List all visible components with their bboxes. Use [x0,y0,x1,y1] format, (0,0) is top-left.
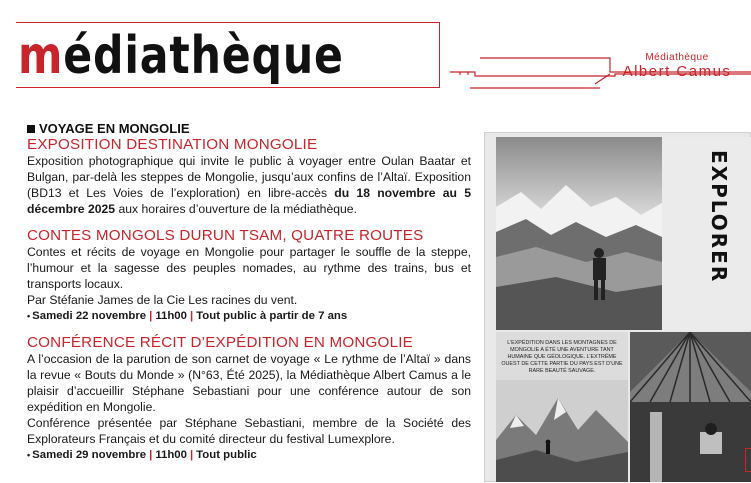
article-body-end: aux horaires d’ouverture de la médiathèque. [115,202,357,216]
event-date: Samedi 22 novembre [32,310,147,322]
corner-mark [745,448,751,472]
bullet-icon: • [27,311,31,321]
event-audience: Tout public à partir de 7 ans [196,310,348,322]
title-initial: m [18,26,64,86]
poster-vertical-title: EXPLORER [707,150,731,284]
event-meta: • Samedi 22 novembre | 11h00 | Tout public à partir de 7 ans [27,310,348,322]
article-title: EXPOSITION DESTINATION MONGOLIE [27,136,318,153]
article-title: CONTES MONGOLS DURUN TSAM, QUATRE ROUTES [27,227,424,244]
article-title: CONFÉRENCE RÉCIT D’EXPÉDITION EN MONGOLIE [27,334,413,351]
poster-caption: L’EXPÉDITION DANS LES MONTAGNES DE MONGOLIE A ÉTÉ UNE AVENTURE TANT HUMAINE QUE GÉOLOGIQUE. L’EXTRÊME OUEST DE CETTE PARTIE DU PAYS EST D’UNE RARE BEAUTÉ SAUVAGE. [501,340,623,374]
yurt-photo [630,332,751,482]
article-author: Par Stéfanie James de la Cie Les racines du vent. [27,293,298,307]
article-dates: du 18 novembre au 5 décembre 2025 [27,186,471,216]
title-rest: édiathèque [63,26,344,86]
bullet-icon: • [27,450,31,460]
event-date: Samedi 29 novembre [32,449,147,461]
page-title [18,26,344,86]
event-audience: Tout public [196,449,257,461]
event-time: 11h00 [155,449,187,461]
article-body [27,153,471,217]
article-body-text: Exposition photographique qui invite le public à voyager entre Oulan Baatar et Bulgan, par-delà les steppes de Mongolie, jusqu’aux confins de l’Altaï. Exposition (BD13 et Les Voies de l’exploration) en libre-accès [27,154,471,200]
article-body: Contes et récits de voyage en Mongolie pour partager le souffle de la steppe, l’humour et la sagesse des peuples nomades, au rythme des trains, bus et transports locaux. [27,245,471,291]
article-body-2: Conférence présentée par Stéphane Sebastiani, membre de la Société des Explorateurs Français et du comité directeur du festival Lumexplore. [27,416,471,446]
event-meta: • Samedi 29 novembre | 11h00 | Tout public [27,449,257,461]
article-column [27,121,471,463]
square-bullet-icon [27,125,35,133]
mountain-photo [496,137,662,330]
section-heading [27,121,471,136]
event-time: 11h00 [155,310,187,322]
article-body: A l’occasion de la parution de son carnet de voyage « Le rythme de l’Altaï » dans la revue « Bouts du Monde » (N°63, Été 2025), la Médiathèque Albert Camus a le plaisir d’accueillir Stéphane Sebastiani pour une conférence autour de son expédition en Mongolie. [27,352,471,414]
mountain-sketch [496,380,628,482]
section-heading-label: VOYAGE EN MONGOLIE [39,121,190,136]
logo-small-text: Médiathèque [645,52,709,63]
logo-big-text: Albert Camus [622,63,732,80]
